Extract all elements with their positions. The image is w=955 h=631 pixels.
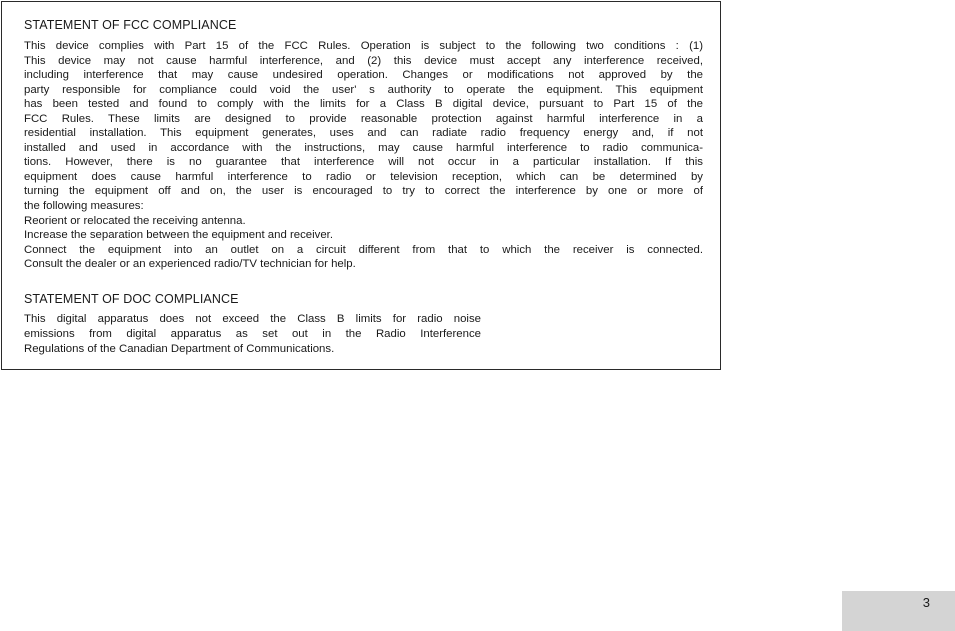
fcc-measure-item: Reorient or relocated the receiving antenna. — [24, 214, 246, 227]
fcc-body — [24, 39, 703, 272]
fcc-line: installed and used in accordance with the instructions, may cause harmful interference to radio communica- — [24, 141, 703, 154]
fcc-measure-item: Connect the equipment into an outlet on a circuit different from that to which the receiver is connected. — [24, 243, 703, 256]
page-number-tab — [842, 591, 955, 631]
fcc-line: including interference that may cause undesired operation. Changes or modifications not approved by the — [24, 69, 703, 82]
fcc-measure-item: Consult the dealer or an experienced radio/TV technician for help. — [24, 258, 356, 271]
fcc-line: the following measures: — [24, 200, 144, 213]
fcc-line: residential installation. This equipment generates, uses and can radiate radio frequency energy and, if not — [24, 127, 703, 140]
fcc-line: This device complies with Part 15 of the FCC Rules. Operation is subject to the following two conditions : (1) — [24, 40, 703, 52]
doc-section-title: STATEMENT OF DOC COMPLIANCE — [24, 292, 239, 306]
doc-body — [24, 312, 481, 357]
doc-line: Regulations of the Canadian Department of Communications. — [24, 343, 335, 355]
compliance-frame — [1, 1, 721, 370]
fcc-line: party responsible for compliance could void the user' s authority to operate the equipment. This equipment — [24, 83, 703, 96]
fcc-section-title: STATEMENT OF FCC COMPLIANCE — [24, 18, 237, 32]
fcc-line: FCC Rules. These limits are designed to provide reasonable protection against harmful interference in a — [24, 112, 703, 125]
doc-line: This digital apparatus does not exceed the Class B limits for radio noise — [24, 313, 481, 325]
fcc-line: has been tested and found to comply with the limits for a Class B digital device, pursuant to Part 15 of the — [24, 98, 703, 111]
doc-line: emissions from digital apparatus as set out in the Radio Interference — [24, 328, 481, 340]
fcc-line: turning the equipment off and on, the user is encouraged to try to correct the interference by one or more of — [24, 185, 703, 198]
fcc-line: This device may not cause harmful interference, and (2) this device must accept any interference received, — [24, 54, 703, 67]
fcc-measure-item: Increase the separation between the equipment and receiver. — [24, 229, 334, 242]
fcc-line: equipment does cause harmful interference to radio or television reception, which can be determined by — [24, 170, 703, 183]
page-number: 3 — [922, 595, 930, 610]
fcc-line: tions. However, there is no guarantee that interference will not occur in a particular installation. If this — [24, 156, 703, 169]
